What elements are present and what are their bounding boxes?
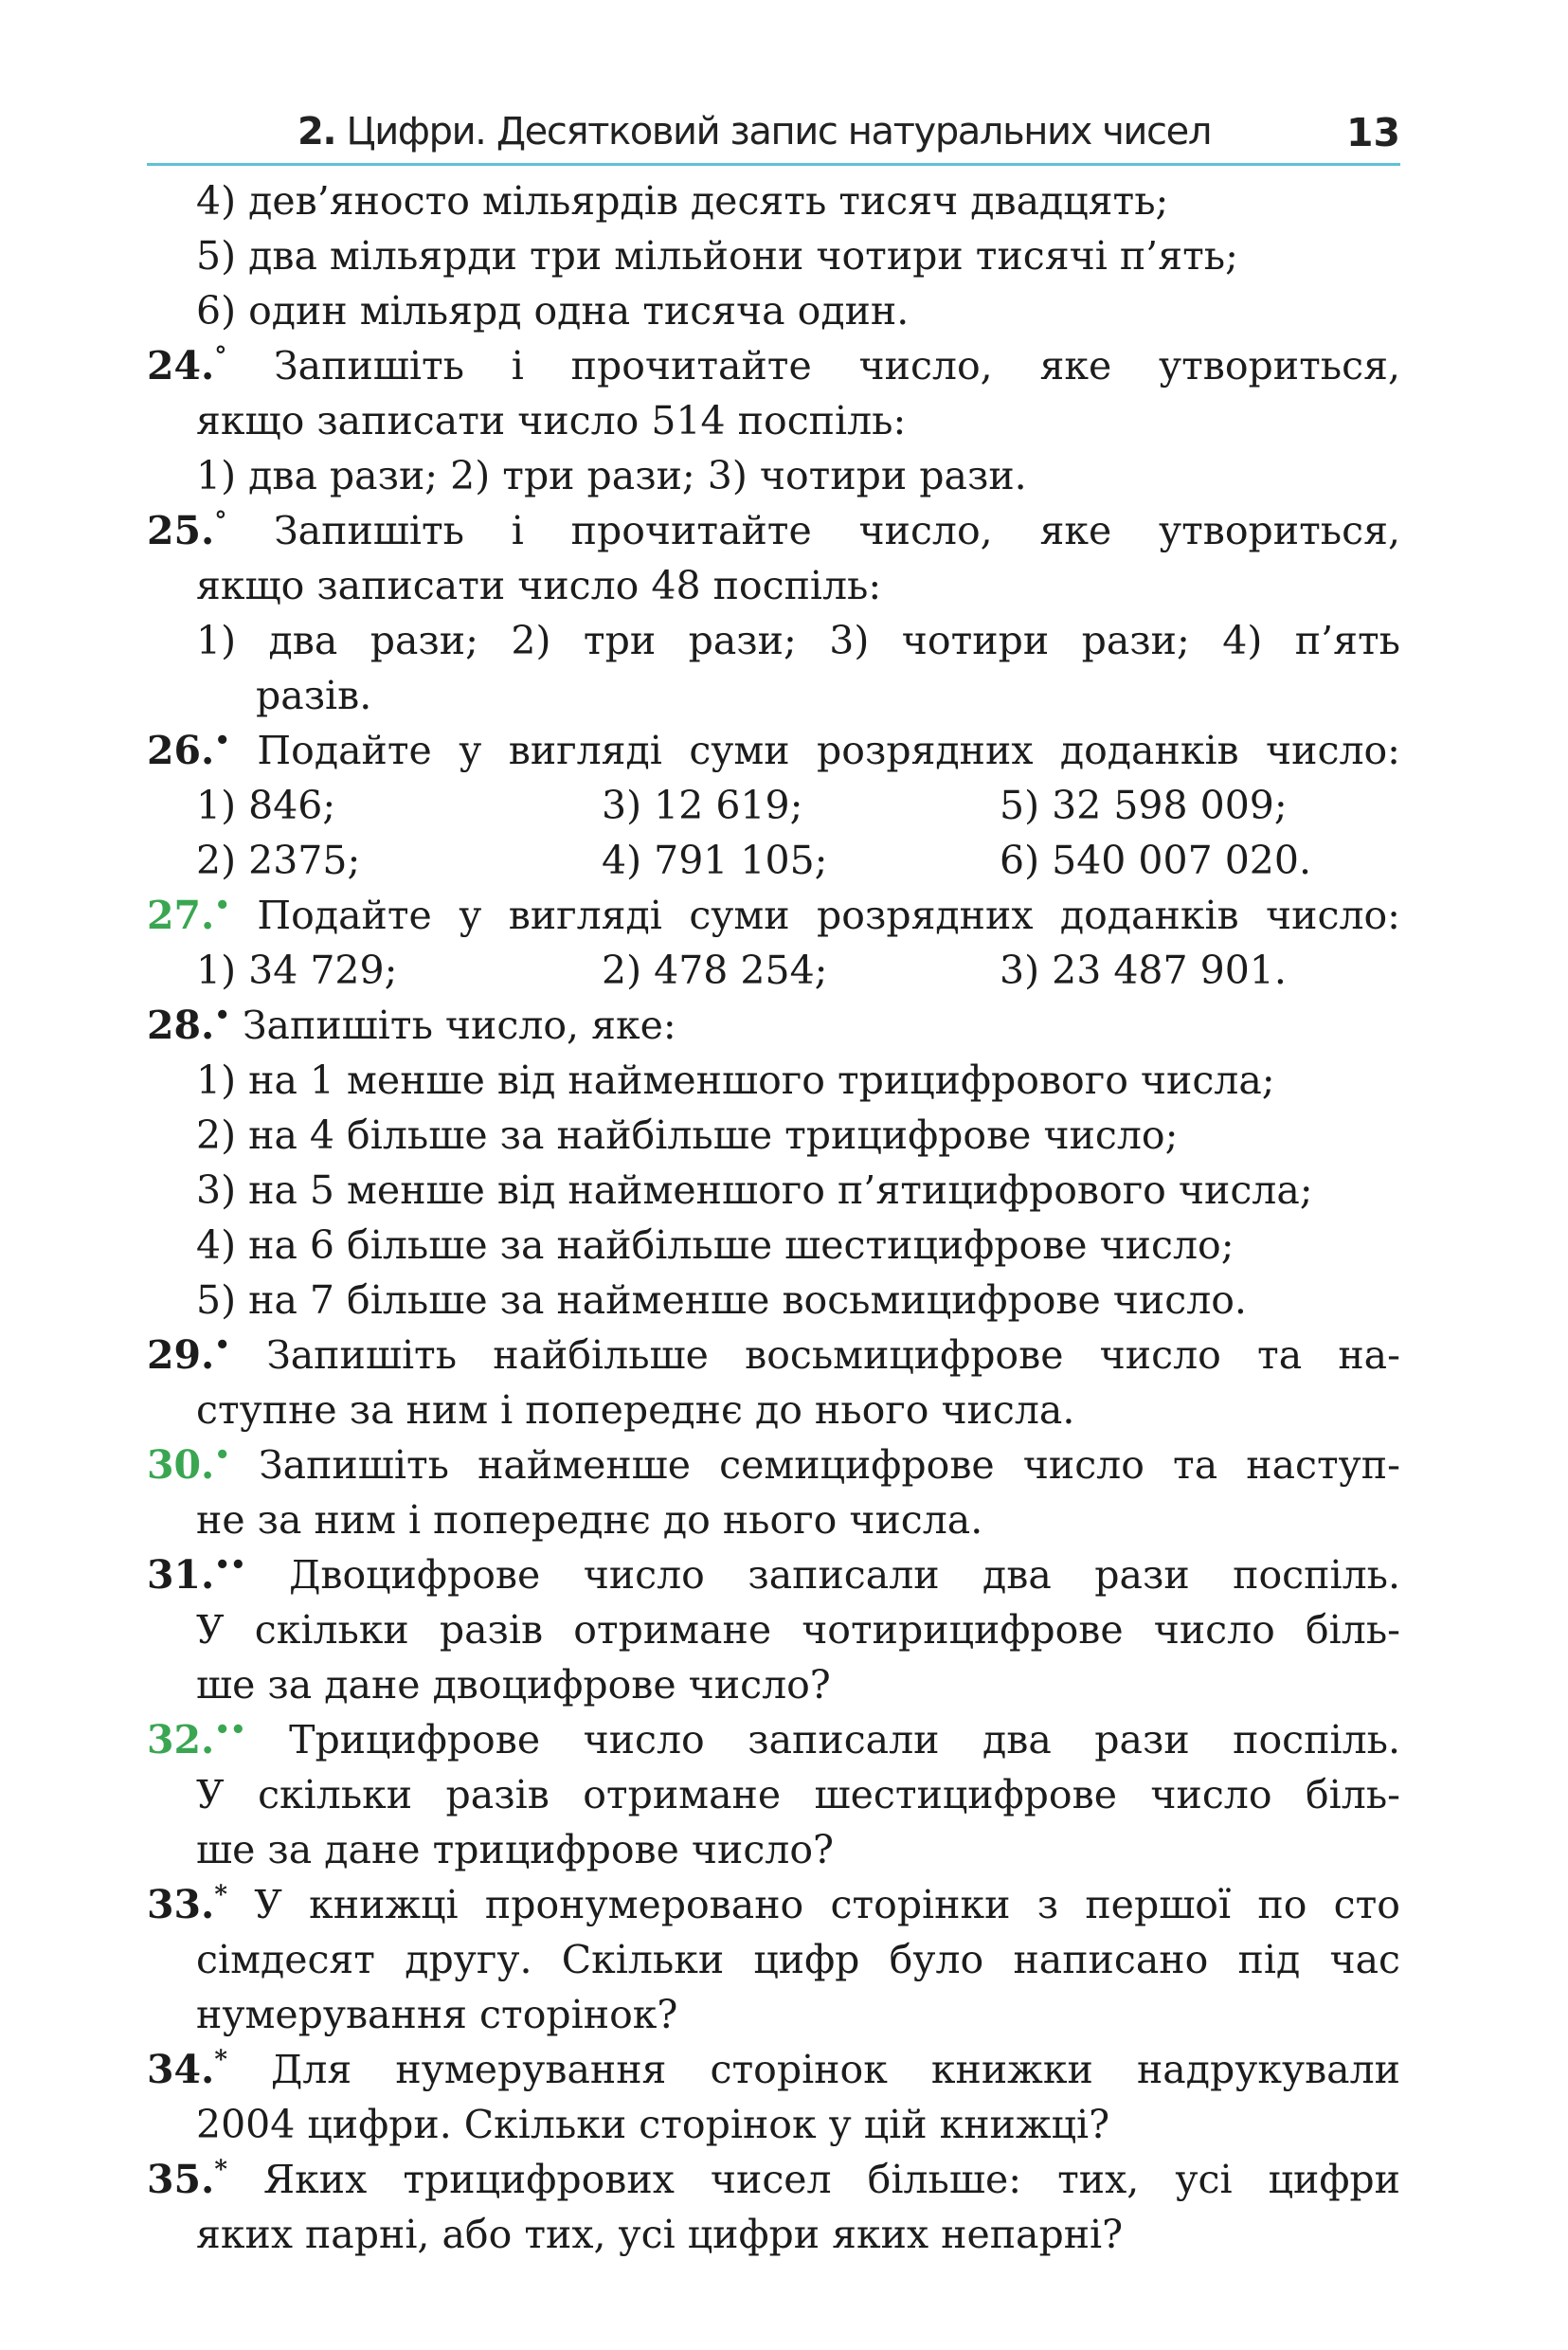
list-item: 1) 846; (196, 783, 336, 828)
problem-32: 32.•• Трицифрове число записали два рази поспіль. (147, 1716, 1400, 1762)
text-line: ше за дане двоцифрове число? (196, 1662, 831, 1708)
text-line: 3) на 5 менше від найменшого п’ятицифрового числа; (196, 1167, 1313, 1213)
problem-25: 25.° Запишіть і прочитайте число, яке утвориться, (147, 507, 1400, 553)
text-line: 4) на 6 більше за найбільше шестицифрове число; (196, 1222, 1235, 1268)
text-line: ше за дане трицифрове число? (196, 1827, 835, 1872)
answer-grid-row (147, 833, 1400, 888)
answer-grid-row (147, 778, 1400, 833)
text-line: 1) на 1 менше від найменшого трицифрового числа; (196, 1058, 1275, 1103)
text-line: яких парні, або тих, усі цифри яких непарні? (196, 2212, 1124, 2257)
problem-30: 30.• Запишіть найменше семицифрове число та наступ- (147, 1441, 1400, 1488)
page-header (147, 106, 1400, 166)
text-line: У скільки разів отримане шестицифрове число біль- (196, 1772, 1400, 1817)
text-line: 6) один мільярд одна тисяча один. (196, 288, 910, 334)
text-line: 2004 цифри. Скільки сторінок у цій книжці? (196, 2102, 1110, 2147)
problem-29: 29.• Запишіть найбільше восьмицифрове число та на- (147, 1331, 1400, 1378)
list-item: 2) 2375; (196, 838, 361, 883)
problem-35: 35.* Яких трицифрових чисел більше: тих, усі цифри (147, 2156, 1400, 2202)
text-line: не за ним і попереднє до нього числа. (196, 1497, 983, 1543)
text-line: ступне за ним і попереднє до нього числа. (196, 1387, 1075, 1433)
problem-26: 26.• Подайте у вигляді суми розрядних доданків число: (147, 727, 1400, 773)
answer-grid-row (147, 943, 1400, 998)
text-line: 2) на 4 більше за найбільше трицифрове число; (196, 1112, 1179, 1158)
text-line: нумерування сторінок? (196, 1992, 678, 2037)
text-line: сімдесят другу. Скільки цифр було написано під час (196, 1937, 1400, 1982)
problem-27: 27.• Подайте у вигляді суми розрядних доданків число: (147, 892, 1400, 938)
page-number: 13 (1345, 110, 1400, 155)
list-item: 3) 23 487 901. (1000, 948, 1287, 993)
problem-31: 31.•• Двоцифрове число записали два рази поспіль. (147, 1551, 1400, 1598)
problem-33: 33.* У книжці пронумеровано сторінки з першої по сто (147, 1881, 1400, 1927)
list-item: 2) 478 254; (602, 948, 828, 993)
text-line: 5) на 7 більше за найменше восьмицифрове число. (196, 1277, 1247, 1323)
list-item: 4) 791 105; (602, 838, 828, 883)
problem-28: 28.• Запишіть число, яке: (147, 1002, 676, 1048)
text-line: У скільки разів отримане чотирицифрове число біль- (196, 1607, 1400, 1653)
text-line: 1) два рази; 2) три рази; 3) чотири рази. (196, 453, 1027, 498)
page-content (147, 173, 1400, 2262)
problem-34: 34.* Для нумерування сторінок книжки надрукували (147, 2046, 1400, 2092)
list-item: 6) 540 007 020. (1000, 838, 1311, 883)
text-line: 1) два рази; 2) три рази; 3) чотири рази; 4) п’ять (196, 618, 1400, 663)
list-item: 1) 34 729; (196, 948, 398, 993)
problem-24: 24.° Запишіть і прочитайте число, яке утвориться, (147, 342, 1400, 389)
list-item: 5) 32 598 009; (1000, 783, 1288, 828)
list-item: 3) 12 619; (602, 783, 803, 828)
text-line: 4) дев’яносто мільярдів десять тисяч двадцять; (196, 178, 1169, 224)
chapter-title: 2. Цифри. Десятковий запис натуральних чисел (297, 110, 1211, 154)
text-line: якщо записати число 48 поспіль: (196, 563, 882, 608)
text-line: якщо записати число 514 поспіль: (196, 398, 907, 443)
text-line: 5) два мільярди три мільйони чотири тисячі п’ять; (196, 233, 1238, 279)
text-line: разів. (256, 673, 372, 718)
